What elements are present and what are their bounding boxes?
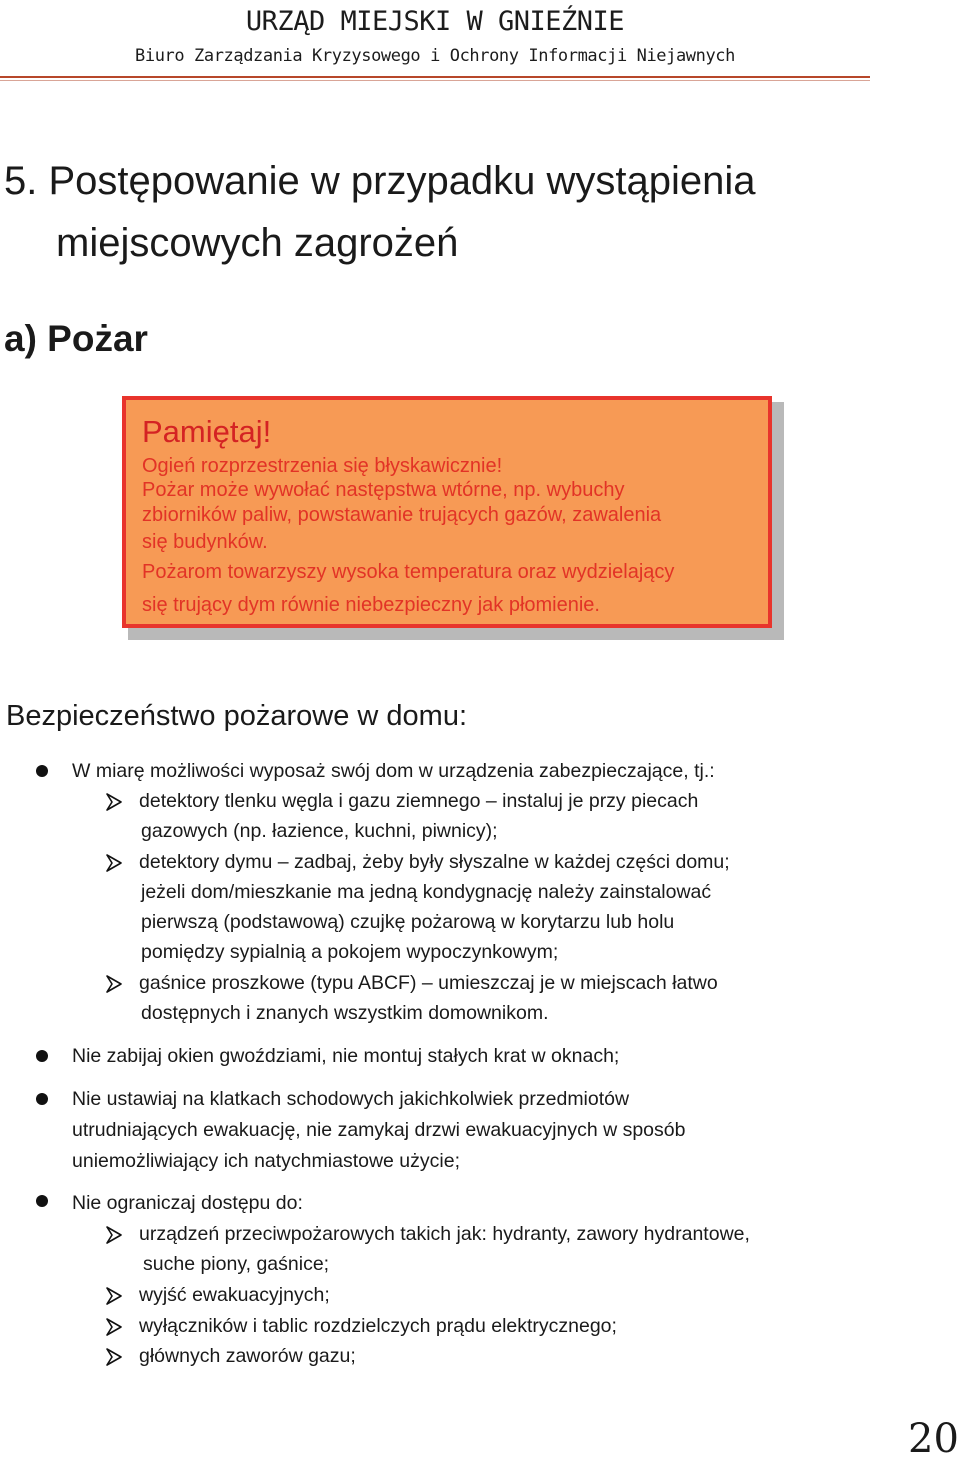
sub-item-text: dostępnych i znanych wszystkim domownikom. — [141, 1002, 549, 1024]
sub-item-text: pomiędzy sypialnią a pokojem wypoczynkowym; — [141, 941, 559, 963]
sub-item-text: głównych zaworów gazu; — [139, 1345, 356, 1367]
section-title-line-1: 5. Postępowanie w przypadku wystąpienia — [4, 159, 756, 203]
sub-item-text: detektory tlenku węgla i gazu ziemnego – instaluj je przy piecach — [139, 790, 699, 812]
warning-line: zbiorników paliw, powstawanie trujących gazów, zawalenia — [142, 504, 662, 526]
bullet-text: utrudniających ewakuację, nie zamykaj drzwi ewakuacyjnych w sposób — [72, 1119, 686, 1141]
sub-item-text: wyłączników i tablic rozdzielczych prądu elektrycznego; — [139, 1315, 617, 1337]
header-divider-thin — [0, 80, 870, 81]
sub-item-text: jeżeli dom/mieszkanie ma jedną kondygnację należy zainstalować — [141, 881, 712, 903]
page-number: 20 — [908, 1416, 959, 1462]
warning-line: się budynków. — [142, 531, 268, 553]
document-header-title: URZĄD MIEJSKI W GNIEŹNIE — [245, 6, 625, 37]
section-title-line-2: miejscowych zagrożeń — [56, 221, 459, 265]
bullet-dot — [36, 1195, 48, 1207]
warning-box — [122, 396, 772, 628]
sub-item-text: gaśnice proszkowe (typu ABCF) – umieszczaj je w miejscach łatwo — [139, 972, 718, 994]
arrow-bullet-icon — [106, 793, 122, 811]
arrow-bullet-icon — [106, 1318, 122, 1336]
warning-line: Pożarom towarzyszy wysoka temperatura oraz wydzielający — [142, 561, 675, 583]
bullet-dot — [36, 1093, 48, 1105]
section-title — [4, 150, 904, 274]
bullet-dot — [36, 1050, 48, 1062]
warning-line: się trujący dym równie niebezpieczny jak płomienie. — [142, 594, 600, 616]
arrow-bullet-icon — [106, 1226, 122, 1244]
document-header-subtitle: Biuro Zarządzania Kryzysowego i Ochrony Informacji Niejawnych — [135, 46, 735, 66]
bullet-text: Nie ustawiaj na klatkach schodowych jakichkolwiek przedmiotów — [72, 1088, 630, 1110]
sub-item-text: urządzeń przeciwpożarowych takich jak: hydranty, zawory hydrantowe, — [139, 1223, 750, 1245]
warning-line: Ogień rozprzestrzenia się błyskawicznie! — [142, 455, 503, 477]
bullet-text: Nie zabijaj okien gwoździami, nie montuj stałych krat w oknach; — [72, 1045, 620, 1067]
bullet-text: uniemożliwiający ich natychmiastowe użycie; — [72, 1150, 460, 1172]
safety-heading: Bezpieczeństwo pożarowe w domu: — [6, 700, 468, 732]
sub-item-text: pierwszą (podstawową) czujkę pożarową w korytarzu lub holu — [141, 911, 675, 933]
arrow-bullet-icon — [106, 1287, 122, 1305]
sub-item-text: wyjść ewakuacyjnych; — [139, 1284, 330, 1306]
arrow-bullet-icon — [106, 1348, 122, 1366]
bullet-dot — [36, 765, 48, 777]
sub-item-text: gazowych (np. łazience, kuchni, piwnicy); — [141, 820, 498, 842]
subsection-title: a) Pożar — [4, 318, 148, 359]
bullet-text: W miarę możliwości wyposaż swój dom w urządzenia zabezpieczające, tj.: — [72, 760, 715, 782]
warning-heading: Pamiętaj! — [142, 414, 272, 449]
bullet-text: Nie ograniczaj dostępu do: — [72, 1192, 303, 1214]
header-divider — [0, 76, 870, 78]
warning-line: Pożar może wywołać następstwa wtórne, np. wybuchy — [142, 479, 625, 501]
sub-item-text: detektory dymu – zadbaj, żeby były słyszalne w każdej części domu; — [139, 851, 730, 873]
arrow-bullet-icon — [106, 854, 122, 872]
arrow-bullet-icon — [106, 975, 122, 993]
sub-item-text: suche piony, gaśnice; — [143, 1253, 330, 1275]
